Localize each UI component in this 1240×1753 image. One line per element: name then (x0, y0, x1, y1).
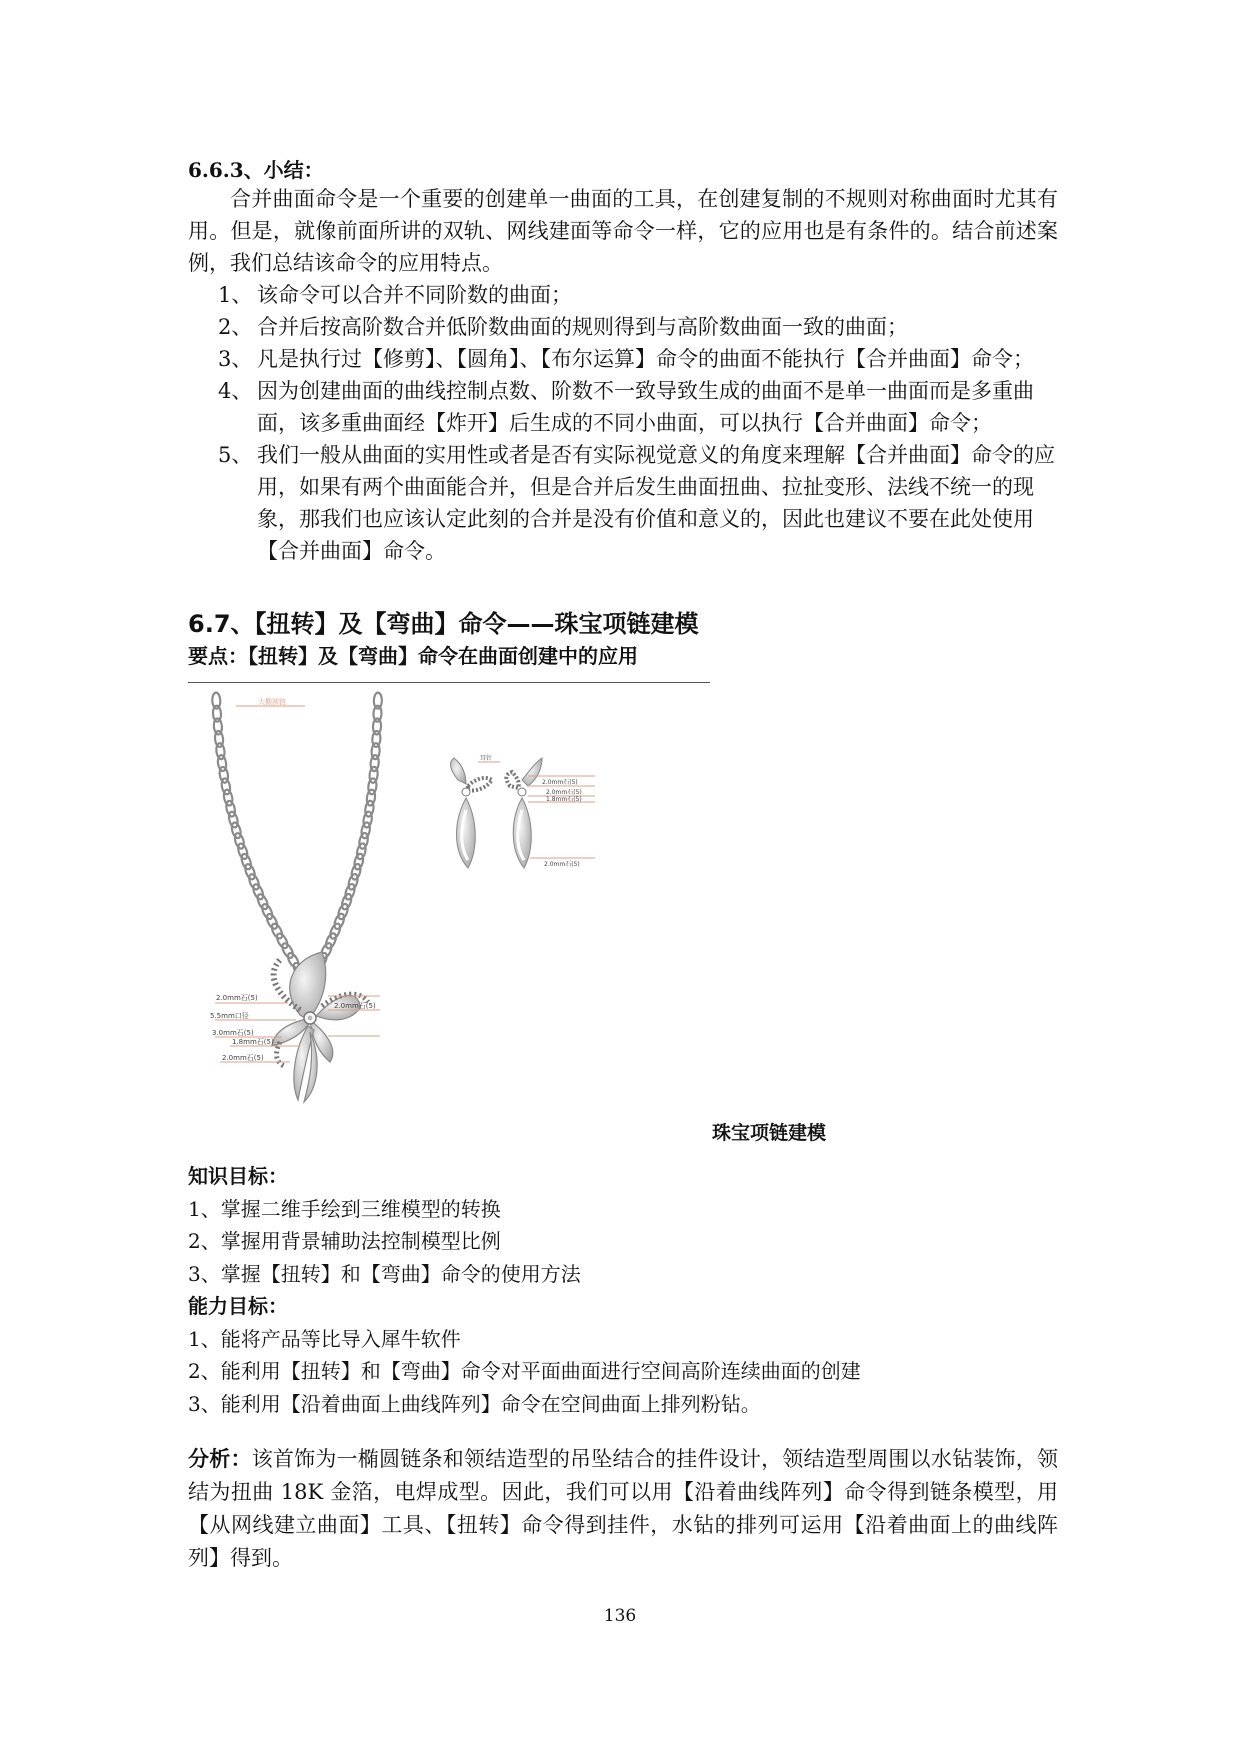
analysis-paragraph (188, 1443, 1058, 1575)
knowledge-goals-label: 知识目标： (188, 1164, 288, 1188)
list-item: 1、能将产品等比导入犀牛软件 (188, 1326, 461, 1351)
list-item: 1、掌握二维手绘到三维模型的转换 (188, 1196, 501, 1221)
chain-link (353, 853, 365, 870)
earring-label-top: 耳针 (480, 755, 493, 762)
chain-link (340, 893, 353, 911)
necklace-label-chain: 大椭圆链 (258, 698, 286, 706)
ability-goals-label: 能力目标： (188, 1294, 288, 1318)
necklace-label: 5.5mm口径 (210, 1012, 249, 1020)
bow-pendant (272, 952, 368, 1102)
chain-link (350, 863, 362, 881)
goals-section (188, 1160, 861, 1420)
earring-label: 2.0mm石(5) (546, 789, 582, 796)
earring-left (451, 758, 492, 868)
necklace-label: 2.0mm石(5) (216, 994, 258, 1002)
earring-annotation-lines (478, 762, 595, 858)
necklace-label: 2.0mm石(5) (334, 1002, 376, 1010)
summary-paragraph: 合并曲面命令是一个重要的创建单一曲面的工具，在创建复制的不规则对称曲面时尤其有用。但是，就像前面所讲的双轨、网线建面等命令一样，它的应用也是有条件的。结合前述案例，我们总结该命令的应用特点。 (188, 187, 1058, 275)
list-item: 1、 该命令可以合并不同阶数的曲面； (218, 283, 572, 307)
chain-link (230, 822, 242, 840)
divider (188, 682, 710, 683)
analysis-text: 该首饰为一椭圆链条和领结造型的吊坠结合的挂件设计，领结造型周围以水钻装饰，领结为扭曲 18K 金箔，电焊成型。因此，我们可以用【沿着曲线阵列】命令得到链条模型，用【从网线建立曲面】工具、【扭转】命令得到挂件，水钻的排列可运用【沿着曲面上的曲线阵列】得到。 (188, 1447, 1059, 1570)
chain-right (309, 693, 382, 980)
list-item: 3、 凡是执行过【修剪】、【圆角】、【布尔运算】命令的曲面不能执行【合并曲面】命令； (218, 347, 1034, 371)
analysis-label: 分析： (188, 1447, 252, 1471)
chain-link (347, 873, 359, 891)
earring-right (506, 758, 542, 868)
necklace-label: 2.0mm石(5) (222, 1054, 264, 1062)
summary-list (188, 279, 1058, 567)
earring-label: 1.8mm石(5) (546, 796, 582, 803)
necklace-label: 1.8mm石(5) (232, 1038, 274, 1046)
list-item: 2、 合并后按高阶数合并低阶数曲面的规则得到与高阶数曲面一致的曲面； (218, 315, 908, 339)
earring-label: 2.0mm石(5) (544, 861, 580, 868)
chain-link (233, 832, 245, 850)
necklace-label: 3.0mm石(5) (212, 1029, 254, 1037)
keypoint-line: 要点：【扭转】及【弯曲】命令在曲面创建中的应用 (188, 644, 638, 668)
list-item: 4、 因为创建曲面的曲线控制点数、阶数不一致导致生成的曲面不是单一曲面而是多重曲面，该多重曲面经【炸开】后生成的不同小曲面，可以执行【合并曲面】命令； (218, 379, 1034, 435)
list-item: 5、 我们一般从曲面的实用性或者是否有实际视觉意义的角度来理解【合并曲面】命令的应用，如果有两个曲面能合并，但是合并后发生曲面扭曲、拉扯变形、法线不统一的现象，那我们也应该认定此刻的合并是没有价值和意义的，因此也建议不要在此处使用【合并曲面】命令。 (218, 443, 1055, 563)
chain-link (344, 883, 357, 901)
summary-block (188, 183, 1058, 567)
chain-left (212, 692, 307, 979)
section-title: 6.7、【扭转】及【弯曲】命令——珠宝项链建模 (188, 610, 699, 638)
list-item: 2、能利用【扭转】和【弯曲】命令对平面曲面进行空间高阶连续曲面的创建 (188, 1359, 861, 1383)
list-item: 3、能利用【沿着曲面上曲线阵列】命令在空间曲面上排列粉钻。 (188, 1391, 761, 1416)
section-heading: 6.6.3、小结： (188, 158, 324, 182)
list-item: 2、掌握用背景辅助法控制模型比例 (188, 1229, 501, 1253)
list-item: 3、掌握【扭转】和【弯曲】命令的使用方法 (188, 1261, 581, 1286)
earring-label: 2.0mm石(5) (542, 779, 578, 786)
page-number: 136 (603, 1606, 637, 1626)
necklace-figure (210, 690, 730, 1130)
figure-caption: 珠宝项链建模 (712, 1122, 827, 1144)
